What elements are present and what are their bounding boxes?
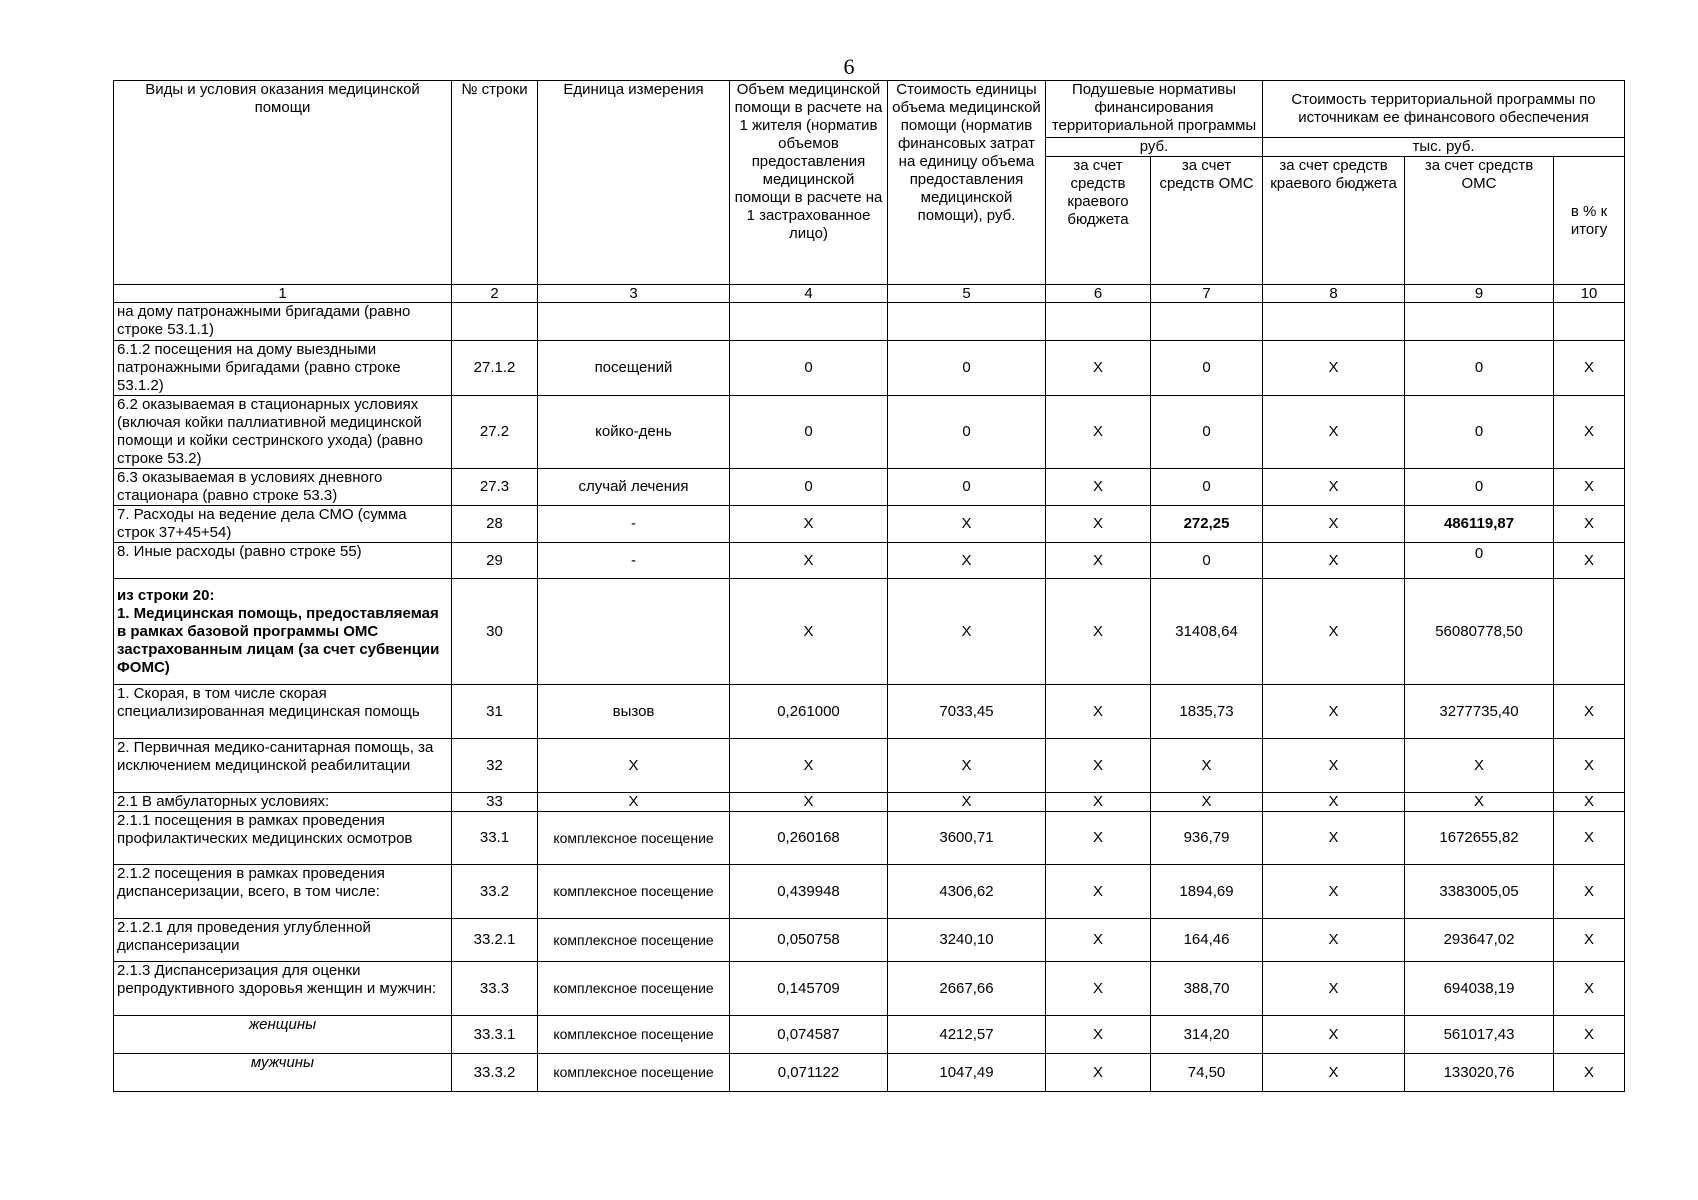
cell-col-8: X: [1263, 506, 1405, 543]
cell-col-8: X: [1263, 962, 1405, 1016]
cell-col-3: X: [538, 739, 730, 793]
cell-col-7: 1894,69: [1151, 865, 1263, 919]
cell-col-5: 3600,71: [888, 812, 1046, 865]
cell-col-5: 2667,66: [888, 962, 1046, 1016]
cell-col-10: X: [1554, 962, 1625, 1016]
cell-col-6: X: [1046, 396, 1151, 469]
table-row: [114, 962, 1625, 1016]
cell-col-6: X: [1046, 962, 1151, 1016]
cell-col-2: 27.1.2: [452, 341, 538, 396]
cell-col-5: X: [888, 543, 1046, 579]
cell-col-9: 3277735,40: [1405, 685, 1554, 739]
cell-col-4: 0: [730, 341, 888, 396]
cell-col-4: X: [730, 793, 888, 812]
row-description: 1. Скорая, в том числе скорая специализированная медицинская помощь: [114, 685, 452, 739]
cell-col-10: X: [1554, 469, 1625, 506]
cell-col-10: X: [1554, 396, 1625, 469]
column-number-row: [114, 285, 1625, 303]
cell-col-10: X: [1554, 543, 1625, 579]
cell-col-7: 388,70: [1151, 962, 1263, 1016]
cell-col-5: 0: [888, 469, 1046, 506]
cell-col-6: X: [1046, 341, 1151, 396]
cell-col-7: X: [1151, 739, 1263, 793]
table-header: [114, 81, 1625, 285]
cell-col-3: [538, 579, 730, 685]
cell-col-6: X: [1046, 506, 1151, 543]
cell-col-9: 0: [1405, 396, 1554, 469]
header-kind: Виды и условия оказания медицинской помощи: [114, 81, 452, 285]
cell-col-6: X: [1046, 739, 1151, 793]
cell-col-10: X: [1554, 793, 1625, 812]
column-number: 3: [538, 285, 730, 303]
cell-col-3: комплексное посещение: [538, 865, 730, 919]
cell-col-9: 0: [1405, 543, 1554, 579]
cell-col-4: 0,071122: [730, 1054, 888, 1092]
cell-col-3: комплексное посещение: [538, 1016, 730, 1054]
table-row: [114, 1054, 1625, 1092]
row-description: 2.1.2 посещения в рамках проведения диспансеризации, всего, в том числе:: [114, 865, 452, 919]
header-oms-per-capita: за счет средств ОМС: [1151, 157, 1263, 285]
cell-col-5: 1047,49: [888, 1054, 1046, 1092]
cell-col-3: комплексное посещение: [538, 962, 730, 1016]
cell-col-5: X: [888, 793, 1046, 812]
cell-col-4: X: [730, 543, 888, 579]
cell-col-3: комплексное посещение: [538, 812, 730, 865]
page-number: 6: [843, 54, 855, 79]
header-oms-cost: за счет средств ОМС: [1405, 157, 1554, 285]
row-description: 6.3 оказываемая в условиях дневного стационара (равно строке 53.3): [114, 469, 452, 506]
cell-col-7: [1151, 303, 1263, 341]
row-description: 8. Иные расходы (равно строке 55): [114, 543, 452, 579]
table-row: [114, 543, 1625, 579]
cell-col-8: X: [1263, 793, 1405, 812]
cell-col-6: X: [1046, 865, 1151, 919]
cell-col-8: X: [1263, 543, 1405, 579]
cell-col-2: 33.1: [452, 812, 538, 865]
cell-col-9: X: [1405, 793, 1554, 812]
cell-col-4: 0,439948: [730, 865, 888, 919]
row-description: мужчины: [114, 1054, 452, 1092]
header-unit-rub: руб.: [1046, 138, 1263, 157]
column-number: 4: [730, 285, 888, 303]
cell-col-6: X: [1046, 543, 1151, 579]
cell-col-7: X: [1151, 793, 1263, 812]
header-program-cost-group: Стоимость территориальной программы по источникам ее финансового обеспечения: [1263, 81, 1625, 138]
cell-col-7: 936,79: [1151, 812, 1263, 865]
header-per-capita-group: Подушевые нормативы финансирования территориальной программы: [1046, 81, 1263, 138]
column-number: 5: [888, 285, 1046, 303]
table-row: [114, 793, 1625, 812]
column-number: 9: [1405, 285, 1554, 303]
cell-col-10: X: [1554, 506, 1625, 543]
cell-col-3: -: [538, 543, 730, 579]
cell-col-2: 28: [452, 506, 538, 543]
cell-col-2: 33.2: [452, 865, 538, 919]
column-number: 2: [452, 285, 538, 303]
cell-col-9: 486119,87: [1405, 506, 1554, 543]
row-description: 2.1.1 посещения в рамках проведения профилактических медицинских осмотров: [114, 812, 452, 865]
header-unit-thousand-rub: тыс. руб.: [1263, 138, 1625, 157]
cell-col-2: 33.2.1: [452, 919, 538, 962]
cell-col-5: [888, 303, 1046, 341]
cell-col-10: X: [1554, 865, 1625, 919]
cell-col-2: 31: [452, 685, 538, 739]
cell-col-3: [538, 303, 730, 341]
cell-col-5: X: [888, 579, 1046, 685]
row-description: на дому патронажными бригадами (равно строке 53.1.1): [114, 303, 452, 341]
cell-col-8: X: [1263, 1016, 1405, 1054]
cell-col-5: 3240,10: [888, 919, 1046, 962]
cell-col-3: посещений: [538, 341, 730, 396]
cell-col-10: X: [1554, 341, 1625, 396]
column-number: 1: [114, 285, 452, 303]
row-description: 2.1.2.1 для проведения углубленной диспансеризации: [114, 919, 452, 962]
cell-col-8: X: [1263, 396, 1405, 469]
header-unit-cost: Стоимость единицы объема медицинской помощи (норматив финансовых затрат на единицу объема предоставления медицинской помощи), руб.: [888, 81, 1046, 285]
cell-col-7: 0: [1151, 396, 1263, 469]
table-row: [114, 341, 1625, 396]
row-description: 2.1 В амбулаторных условиях:: [114, 793, 452, 812]
cell-col-8: X: [1263, 469, 1405, 506]
cell-col-9: 293647,02: [1405, 919, 1554, 962]
cell-col-2: 29: [452, 543, 538, 579]
cell-col-10: X: [1554, 812, 1625, 865]
cell-col-5: 4306,62: [888, 865, 1046, 919]
cell-col-5: X: [888, 739, 1046, 793]
cell-col-2: 33.3.2: [452, 1054, 538, 1092]
cell-col-10: X: [1554, 1054, 1625, 1092]
cell-col-9: 3383005,05: [1405, 865, 1554, 919]
cell-col-3: вызов: [538, 685, 730, 739]
cell-col-7: 272,25: [1151, 506, 1263, 543]
cell-col-2: 33.3.1: [452, 1016, 538, 1054]
cell-col-4: X: [730, 739, 888, 793]
cell-col-9: [1405, 303, 1554, 341]
cell-col-8: X: [1263, 685, 1405, 739]
program-cost-table: [113, 80, 1625, 1092]
header-row-number: № строки: [452, 81, 538, 285]
cell-col-4: [730, 303, 888, 341]
table-row: [114, 579, 1625, 685]
cell-col-7: 74,50: [1151, 1054, 1263, 1092]
cell-col-5: 4212,57: [888, 1016, 1046, 1054]
header-budget-cost: за счет средств краевого бюджета: [1263, 157, 1405, 285]
cell-col-6: X: [1046, 793, 1151, 812]
header-budget-per-capita: за счет средств краевого бюджета: [1046, 157, 1151, 285]
cell-col-8: [1263, 303, 1405, 341]
cell-col-4: 0,074587: [730, 1016, 888, 1054]
column-number: 6: [1046, 285, 1151, 303]
cell-col-4: 0: [730, 396, 888, 469]
cell-col-4: 0,261000: [730, 685, 888, 739]
cell-col-5: X: [888, 506, 1046, 543]
row-description: из строки 20: 1. Медицинская помощь, предоставляемая в рамках базовой программы ОМС застрахованным лицам (за счет субвенции ФОМС): [114, 579, 452, 685]
table-row: [114, 1016, 1625, 1054]
row-description: 2. Первичная медико-санитарная помощь, за исключением медицинской реабилитации: [114, 739, 452, 793]
cell-col-7: 1835,73: [1151, 685, 1263, 739]
cell-col-2: 32: [452, 739, 538, 793]
table-row: [114, 919, 1625, 962]
cell-col-7: 0: [1151, 341, 1263, 396]
cell-col-4: 0,145709: [730, 962, 888, 1016]
cell-col-7: 164,46: [1151, 919, 1263, 962]
cell-col-5: 0: [888, 396, 1046, 469]
table-row: [114, 303, 1625, 341]
cell-col-3: X: [538, 793, 730, 812]
cell-col-5: 0: [888, 341, 1046, 396]
cell-col-6: X: [1046, 685, 1151, 739]
cell-col-7: 0: [1151, 469, 1263, 506]
cell-col-8: X: [1263, 1054, 1405, 1092]
table-row: [114, 396, 1625, 469]
header-volume: Объем медицинской помощи в расчете на 1 жителя (норматив объемов предоставления медицинской помощи в расчете на 1 застрахованное лицо): [730, 81, 888, 285]
cell-col-9: 0: [1405, 469, 1554, 506]
cell-col-9: 694038,19: [1405, 962, 1554, 1016]
cell-col-2: 33.3: [452, 962, 538, 1016]
cell-col-6: X: [1046, 1016, 1151, 1054]
table-row: [114, 739, 1625, 793]
cell-col-2: 27.2: [452, 396, 538, 469]
cell-col-4: X: [730, 579, 888, 685]
cell-col-9: X: [1405, 739, 1554, 793]
row-description: 6.1.2 посещения на дому выездными патронажными бригадами (равно строке 53.1.2): [114, 341, 452, 396]
column-number: 10: [1554, 285, 1625, 303]
cell-col-6: X: [1046, 1054, 1151, 1092]
cell-col-6: [1046, 303, 1151, 341]
cell-col-8: X: [1263, 919, 1405, 962]
cell-col-3: -: [538, 506, 730, 543]
cell-col-9: 56080778,50: [1405, 579, 1554, 685]
column-number: 8: [1263, 285, 1405, 303]
table-row: [114, 506, 1625, 543]
cell-col-4: 0,260168: [730, 812, 888, 865]
table-row: [114, 685, 1625, 739]
cell-col-8: X: [1263, 579, 1405, 685]
cell-col-9: 0: [1405, 341, 1554, 396]
cell-col-10: X: [1554, 919, 1625, 962]
table-row: [114, 469, 1625, 506]
cell-col-10: [1554, 303, 1625, 341]
cell-col-8: X: [1263, 739, 1405, 793]
column-number: 7: [1151, 285, 1263, 303]
row-description: 2.1.3 Диспансеризация для оценки репродуктивного здоровья женщин и мужчин:: [114, 962, 452, 1016]
row-description: 7. Расходы на ведение дела СМО (сумма строк 37+45+54): [114, 506, 452, 543]
cell-col-3: комплексное посещение: [538, 1054, 730, 1092]
cell-col-2: 33: [452, 793, 538, 812]
cell-col-8: X: [1263, 341, 1405, 396]
cell-col-7: 31408,64: [1151, 579, 1263, 685]
cell-col-4: 0,050758: [730, 919, 888, 962]
cell-col-7: 314,20: [1151, 1016, 1263, 1054]
cell-col-9: 133020,76: [1405, 1054, 1554, 1092]
table-row: [114, 865, 1625, 919]
cell-col-10: X: [1554, 739, 1625, 793]
cell-col-3: случай лечения: [538, 469, 730, 506]
cell-col-2: 27.3: [452, 469, 538, 506]
header-unit: Единица измерения: [538, 81, 730, 285]
cell-col-6: X: [1046, 919, 1151, 962]
cell-col-8: X: [1263, 865, 1405, 919]
table-body: [114, 285, 1625, 1092]
cell-col-10: X: [1554, 685, 1625, 739]
cell-col-7: 0: [1151, 543, 1263, 579]
cell-col-5: 7033,45: [888, 685, 1046, 739]
cell-col-10: X: [1554, 1016, 1625, 1054]
cell-col-6: X: [1046, 579, 1151, 685]
cell-col-2: 30: [452, 579, 538, 685]
cell-col-10: [1554, 579, 1625, 685]
cell-col-4: 0: [730, 469, 888, 506]
cell-col-9: 1672655,82: [1405, 812, 1554, 865]
table-row: [114, 812, 1625, 865]
cell-col-9: 561017,43: [1405, 1016, 1554, 1054]
cell-col-4: X: [730, 506, 888, 543]
cell-col-2: [452, 303, 538, 341]
header-percent: в % к итогу: [1554, 157, 1625, 285]
cell-col-8: X: [1263, 812, 1405, 865]
row-description: 6.2 оказываемая в стационарных условиях (включая койки паллиативной медицинской помощи и койки сестринского ухода) (равно строке 53.2): [114, 396, 452, 469]
row-description: женщины: [114, 1016, 452, 1054]
cell-col-3: койко-день: [538, 396, 730, 469]
cell-col-6: X: [1046, 469, 1151, 506]
cell-col-3: комплексное посещение: [538, 919, 730, 962]
cell-col-6: X: [1046, 812, 1151, 865]
